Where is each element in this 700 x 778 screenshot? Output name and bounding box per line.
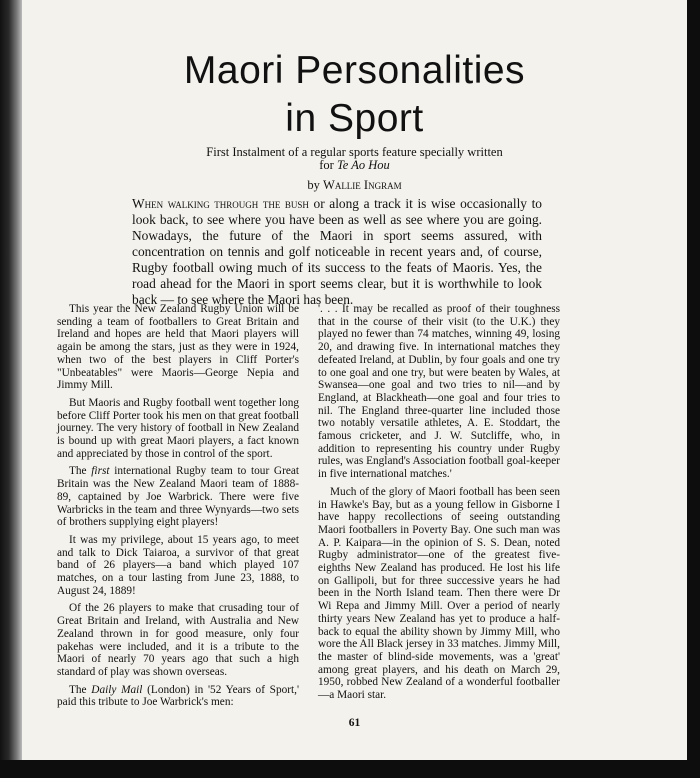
subhead-for: for xyxy=(319,158,334,172)
right-column xyxy=(318,303,560,707)
left-paragraph-2: But Maoris and Rugby football went together long before Cliff Porter took his men on that great football journey. The very history of football in New Zealand is bound up with great Maori players, a fact known and appreciated by those in control of the sport. xyxy=(57,396,299,460)
left-p3-emphasis: first xyxy=(91,465,110,478)
magazine-page xyxy=(22,0,687,760)
left-p3-post: international Rugby team to tour Great Britain was the New Zealand Maori team of 1888-89, captained by Joe Warbrick. There were five Warbricks in the team and three Wynyards—two sets of brothers supplying eight players! xyxy=(57,465,300,529)
right-paragraph-1: '. . . It may be recalled as proof of their toughness that in the course of their visit (to the U.K.) they played no fewer than 74 matches, winning 49, losing 20, and drawing five. In international matches they defeated Ireland, at Dublin, by four goals and one try to one goal and one try, but were beaten by Wales, at Swansea—one goal and two tries to nil—and by England, at Blackheath—one goal and four tries to nil. The England three-quarter line included those two notably versatile athletes, A. E. Stoddart, the famous cricketer, and J. W. Sutcliffe, who, in addition to representing his country under Rugby rules, was England's Association football goal-keeper in five international matches.' xyxy=(318,303,560,481)
article-title-line2: in Sport xyxy=(285,97,424,140)
left-p6-pre: The xyxy=(69,683,87,696)
scan-left-margin xyxy=(0,0,22,778)
right-paragraph-2: Much of the glory of Maori football has been seen in Hawke's Bay, but as a young fellow in Gisborne I have happy recollections of seeing outstanding Maori footballers in Poverty Bay. One such man was A. P. Kaipara—in the opinion of S. S. Dean, noted Rugby administrator—one of the greatest five-eighths New Zealand has produced. He lost his life on Gallipoli, but for three successive years he had been in the North Island team. Then there were Dr Wi Repa and Jimmy Mill. Over a period of nearly thirty years New Zealand has yet to produce a half-back to equal the ability shown by Jimmy Mill, who wore the All Black jersey in 33 matches. Jimmy Mill, the master of blind-side movements, was a 'great' among great players, and his death on March 29, 1950, robbed New Zealand of a wonderful footballer—a Maori star. xyxy=(318,485,560,702)
article-subheading xyxy=(22,146,687,172)
intro-lead: When walking through the bush xyxy=(132,196,309,211)
author-name: Wallie Ingram xyxy=(323,178,402,192)
left-paragraph-5: Of the 26 players to make that crusading tour of Great Britain and Ireland, with Australia and New Zealand thrown in for good measure, only four pakehas were included, and it is a tribute to the Maori of nearly 70 years ago that such a high standard of play was shown overseas. xyxy=(57,602,299,678)
left-p6-post: (London) in '52 Years of Sport,' paid this tribute to Joe Warbrick's men: xyxy=(57,683,300,709)
left-paragraph-3 xyxy=(57,465,299,529)
left-p3-pre: The xyxy=(69,465,87,478)
intro-body: or along a track it is wise occasionally to look back, to see where you have been as well as see where you are going. Nowadays, the future of the Maori in sport seems assured, with concentration on tennis and golf noticeable in recent years and, of course, Rugby football owing much of its success to the feats of Maoris. Yes, the road ahead for the Maori in sport seems clear, but it is worthwhile to look back — to see where the Maori has been. xyxy=(132,196,542,307)
byline-prefix: by xyxy=(307,178,320,192)
scan-bottom-margin xyxy=(0,760,700,778)
left-column xyxy=(57,303,299,714)
left-paragraph-6 xyxy=(57,684,299,709)
scan-right-margin xyxy=(687,0,700,778)
left-paragraph-1: This year the New Zealand Rugby Union will be sending a team of footballers to Great Britain and Ireland and hopes are held that Maori players will again be among the stars, just as they were in 1924, when two of the best players in Cliff Porter's "Unbeatables" were Maoris—George Nepia and Jimmy Mill. xyxy=(57,303,299,392)
intro-paragraph xyxy=(132,196,542,308)
left-p6-emphasis: Daily Mail xyxy=(91,683,143,696)
article-title-line1: Maori Personalities xyxy=(183,49,526,92)
publication-name: Te Ao Hou xyxy=(336,158,390,172)
subhead-text: First Instalment of a regular sports feature specially written xyxy=(206,145,503,159)
page-number: 61 xyxy=(348,717,361,729)
left-paragraph-4: It was my privilege, about 15 years ago, to meet and talk to Dick Taiaroa, a survivor of that great band of 26 players—a band which played 107 matches, on a tour lasting from June 23, 1888, to August 24, 1889! xyxy=(57,533,299,597)
byline xyxy=(22,178,687,193)
